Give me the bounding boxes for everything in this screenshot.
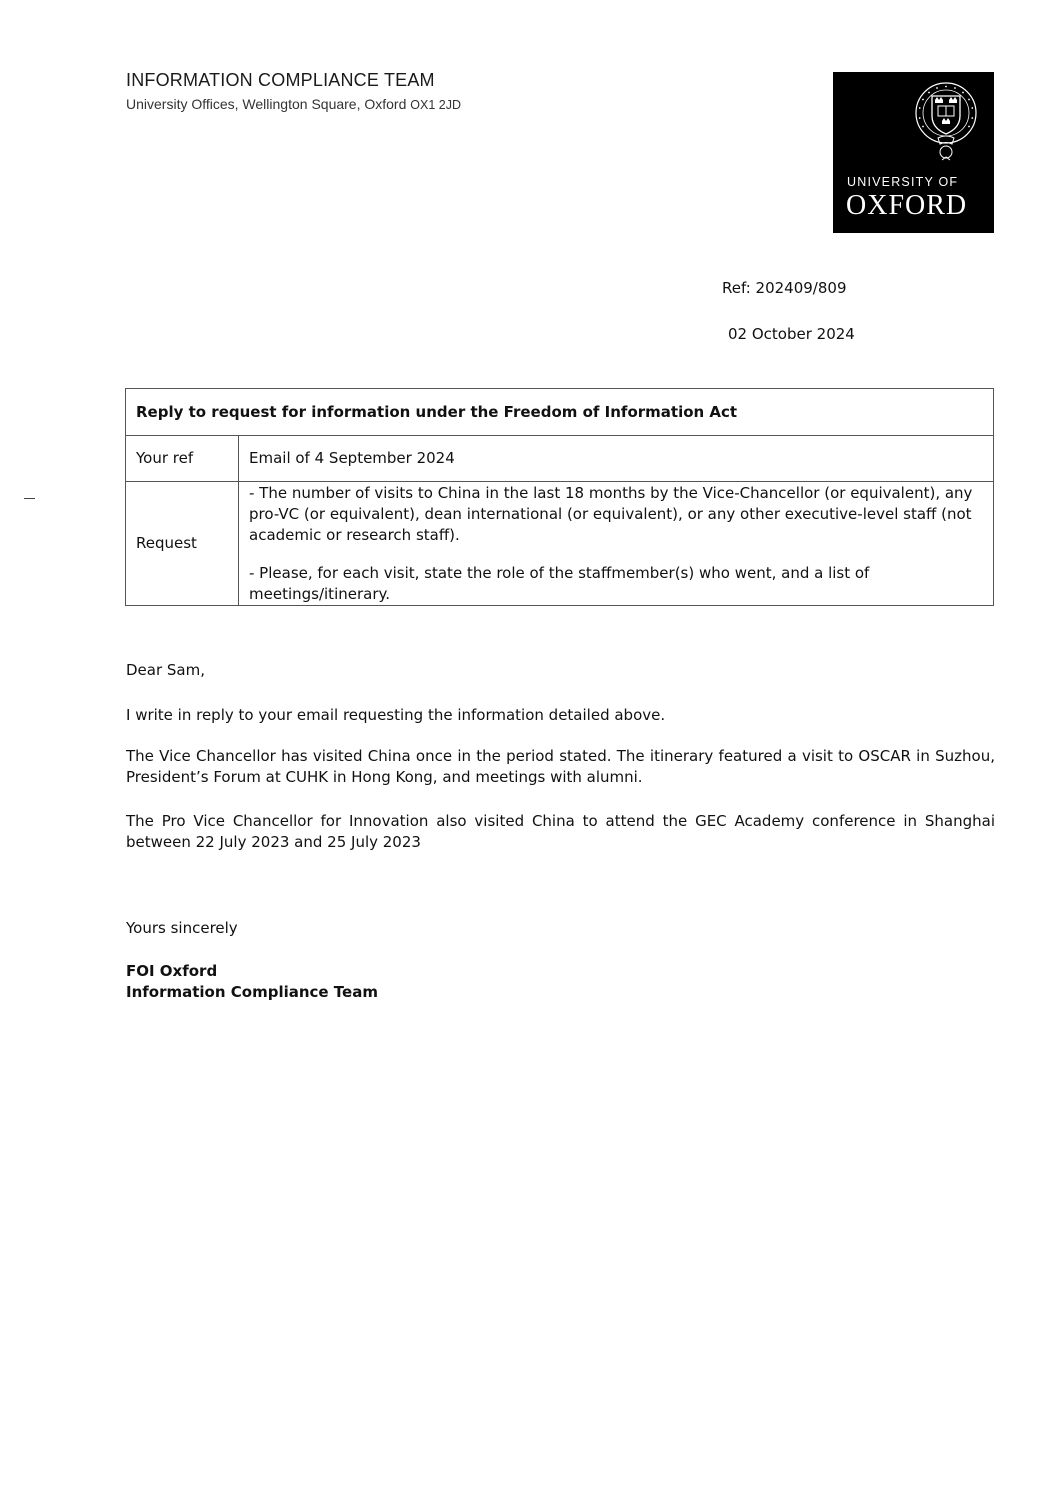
table-heading-row (126, 389, 994, 436)
request-paragraph: - The number of visits to China in the last 18 months by the Vice-Chancellor (or equivalent), any pro-VC (or equivalent), dean international (or equivalent), or any other executive-level staff (not academic or research staff). (249, 484, 973, 544)
request-text (239, 482, 994, 606)
table-heading: Reply to request for information under the Freedom of Information Act (126, 389, 994, 436)
letter-date: 02 October 2024 (728, 325, 855, 343)
request-table (125, 388, 994, 606)
margin-mark (24, 498, 35, 499)
oxford-crest-icon (913, 80, 979, 162)
your-ref-value: Email of 4 September 2024 (239, 436, 994, 482)
request-row (126, 482, 994, 606)
salutation: Dear Sam, (126, 661, 205, 679)
reference-number: Ref: 202409/809 (722, 279, 847, 297)
body-paragraph: I write in reply to your email requesting the information detailed above. (126, 706, 666, 724)
logo-oxford: OXFORD (846, 190, 968, 221)
university-logo (833, 72, 994, 233)
request-label: Request (126, 482, 239, 606)
your-ref-row (126, 436, 994, 482)
your-ref-label: Your ref (126, 436, 239, 482)
body-paragraph: The Pro Vice Chancellor for Innovation also visited China to attend the GEC Academy conference in Shanghai between 22 July 2023 and 25 July 2023 (126, 812, 995, 851)
letterhead-address (126, 96, 461, 112)
signature-name: FOI Oxford (126, 962, 218, 980)
closing: Yours sincerely (126, 919, 238, 937)
address-postcode: OX1 2JD (410, 98, 461, 112)
letterhead-team-name: INFORMATION COMPLIANCE TEAM (126, 70, 435, 90)
body-paragraph: The Vice Chancellor has visited China once in the period stated. The itinerary featured a visit to OSCAR in Suzhou, President’s Forum at CUHK in Hong Kong, and meetings with alumni. (126, 747, 995, 786)
signature-team: Information Compliance Team (126, 983, 378, 1001)
request-paragraph: - Please, for each visit, state the role of the staffmember(s) who went, and a list of meetings/itinerary. (249, 564, 870, 603)
address-line: University Offices, Wellington Square, Oxford (126, 96, 407, 112)
logo-university-of: UNIVERSITY OF (847, 175, 959, 189)
